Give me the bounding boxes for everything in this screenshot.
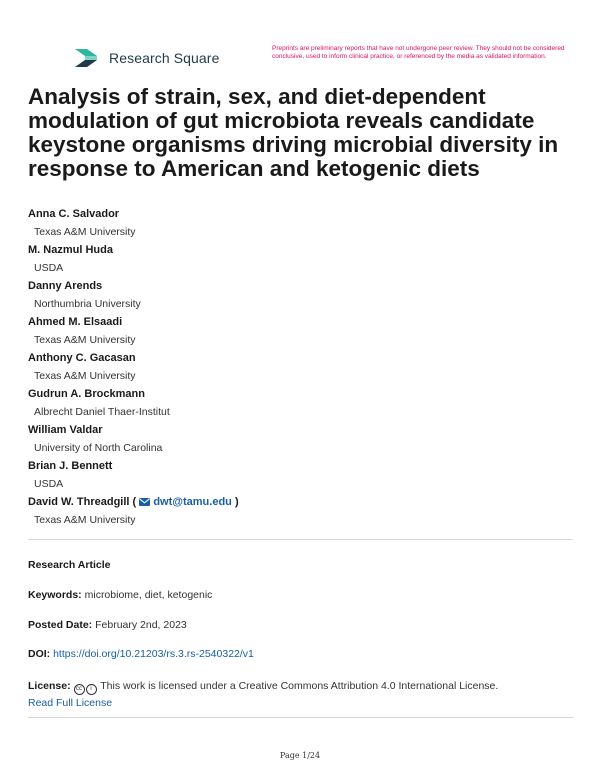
author-affiliation: Texas A&M University — [34, 334, 136, 346]
author-name: Anna C. Salvador — [28, 208, 120, 220]
posted-date-label: Posted Date: — [28, 619, 93, 631]
keywords-value: microbiome, diet, ketogenic — [84, 589, 213, 601]
author-name: Brian J. Bennett — [28, 460, 113, 472]
preprint-notice: Preprints are preliminary reports that have not undergone peer review. They should not be considered conclusive, used to inform clinical practice, or referenced by the media as validated information. — [272, 45, 565, 60]
divider — [28, 717, 573, 718]
research-square-logo[interactable] — [75, 47, 219, 69]
author-affiliation: USDA — [34, 262, 64, 274]
author-entry — [28, 349, 568, 385]
author-list — [28, 205, 568, 529]
keywords-line — [28, 589, 573, 601]
email-link[interactable] — [139, 496, 235, 508]
article-type — [28, 559, 573, 571]
logo-text: Research Square — [109, 50, 220, 66]
author-affiliation: Northumbria University — [34, 298, 141, 310]
author-entry — [28, 457, 568, 493]
open-paren: ( — [132, 496, 137, 508]
mail-icon — [139, 498, 150, 506]
license-label: License: — [28, 680, 71, 692]
author-affiliation: University of North Carolina — [34, 442, 163, 454]
author-entry — [28, 421, 568, 457]
corresponding-author-name-line — [28, 493, 568, 511]
author-name: William Valdar — [28, 424, 103, 436]
author-name: Danny Arends — [28, 280, 103, 292]
divider — [28, 539, 573, 540]
corresponding-author-name: David W. Threadgill — [28, 496, 130, 508]
posted-date-value: February 2nd, 2023 — [95, 619, 187, 631]
author-name: Anthony C. Gacasan — [28, 352, 136, 364]
author-affiliation: Texas A&M University — [34, 226, 136, 238]
paper-title: Analysis of strain, sex, and diet-dependent modulation of gut microbiota reveals candidate keystone organisms driving microbial diversity in response to American and ketogenic diets — [28, 84, 559, 181]
read-full-license-link[interactable]: Read Full License — [28, 697, 113, 709]
email-address: dwt@tamu.edu — [153, 496, 232, 508]
license-line — [28, 678, 573, 711]
posted-date-line — [28, 619, 573, 631]
author-entry — [28, 241, 568, 277]
keywords-label: Keywords: — [28, 589, 82, 601]
article-type-label: Research Article — [28, 559, 111, 571]
author-entry — [28, 205, 568, 241]
header — [0, 0, 600, 80]
license-text: This work is licensed under a Creative Commons Attribution 4.0 International License. — [100, 680, 499, 692]
author-name: Gudrun A. Brockmann — [28, 388, 145, 400]
by-icon: i — [86, 684, 97, 695]
author-affiliation: USDA — [34, 478, 64, 490]
author-name: M. Nazmul Huda — [28, 244, 113, 256]
page-number: Page 1/24 — [279, 751, 321, 760]
author-affiliation: Texas A&M University — [34, 514, 136, 526]
author-entry — [28, 277, 568, 313]
author-entry — [28, 385, 568, 421]
author-affiliation: Albrecht Daniel Thaer-Institut — [34, 406, 170, 418]
research-square-logo-icon — [75, 47, 103, 69]
corresponding-author-entry — [28, 493, 568, 529]
doi-label: DOI: — [28, 648, 51, 660]
author-entry — [28, 313, 568, 349]
doi-line — [28, 648, 573, 660]
doi-link[interactable]: https://doi.org/10.21203/rs.3.rs-2540322/v1 — [53, 648, 254, 660]
close-paren: ) — [234, 496, 239, 508]
cc-icon: cc — [74, 684, 85, 695]
author-name: Ahmed M. Elsaadi — [28, 316, 123, 328]
author-affiliation: Texas A&M University — [34, 370, 136, 382]
